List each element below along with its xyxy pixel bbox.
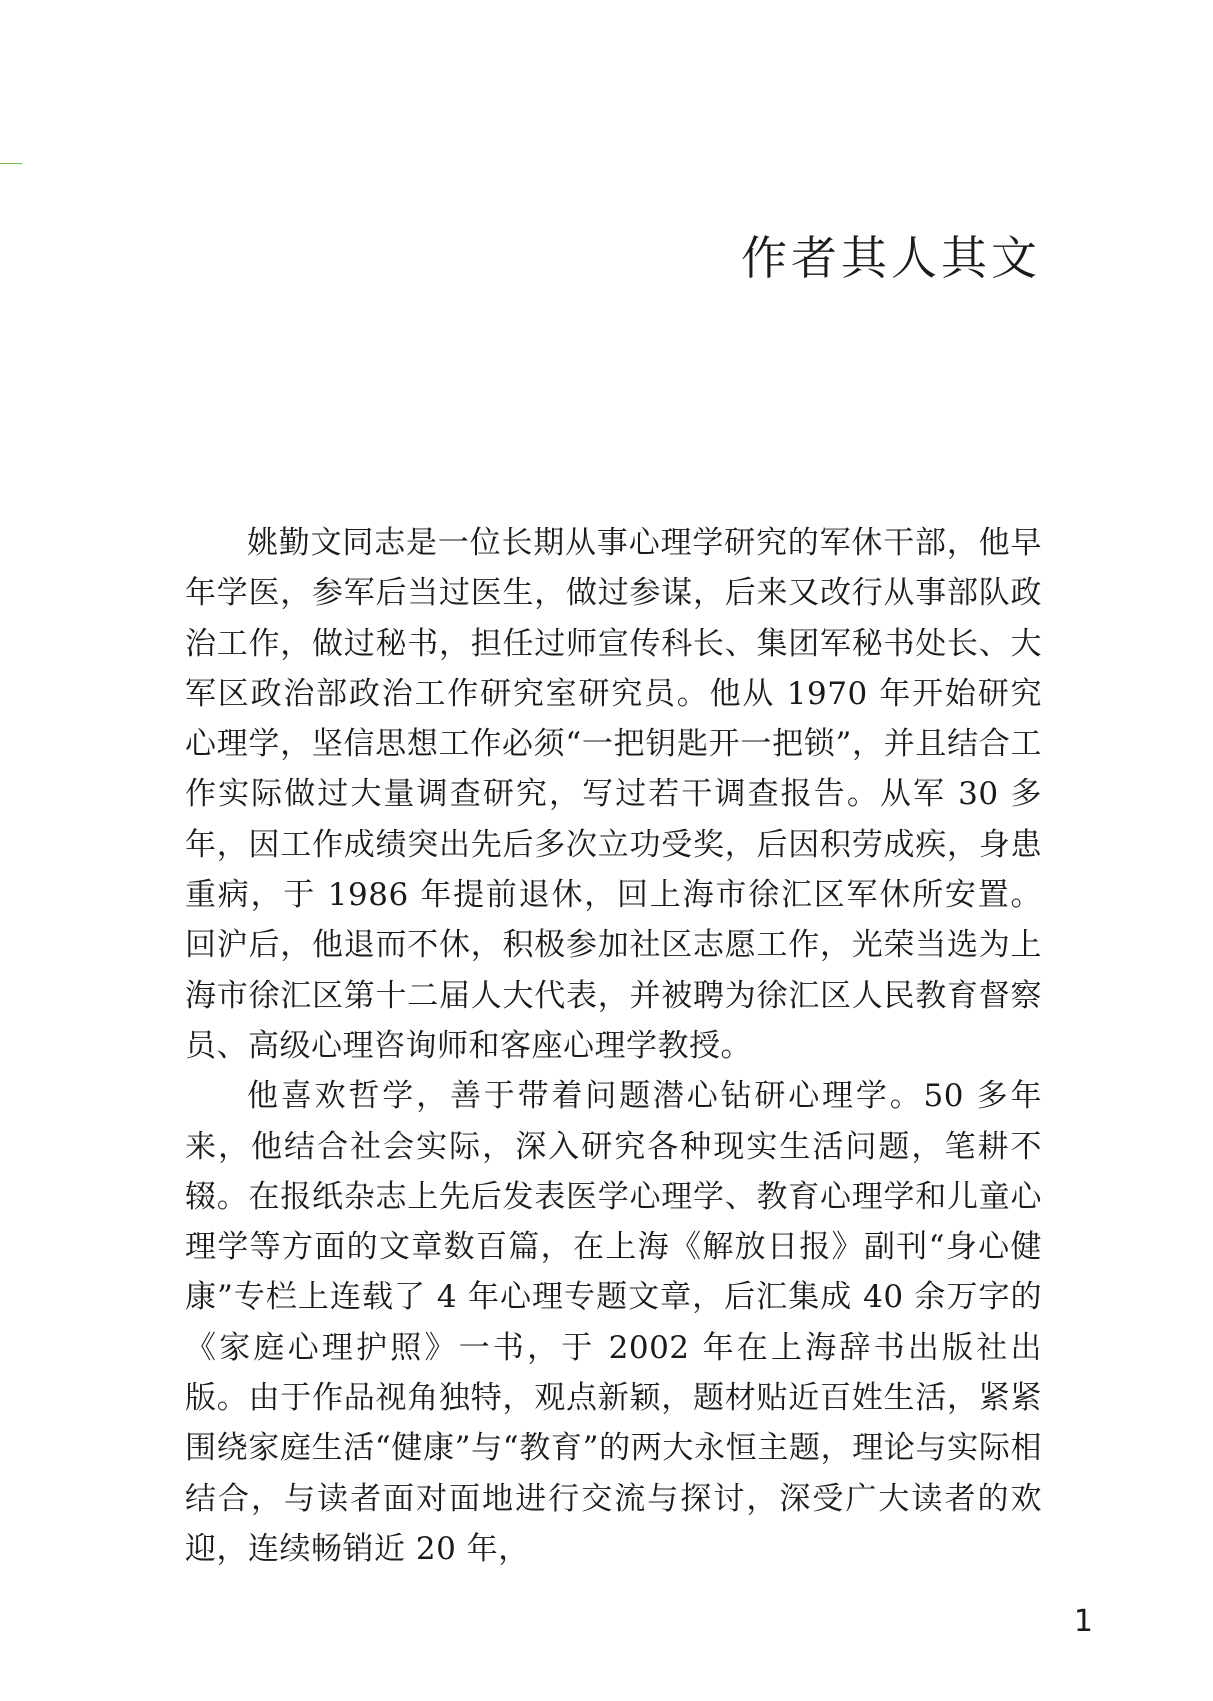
page-number: 1: [1073, 1604, 1093, 1639]
chapter-title: 作者其人其文: [741, 231, 1041, 285]
paragraph-2: 他喜欢哲学，善于带着问题潜心钻研心理学。50 多年来，他结合社会实际，深入研究各种现实生活问题，笔耕不辍。在报纸杂志上先后发表医学心理学、教育心理学和儿童心理学等方面的文章数百篇，在上海《解放日报》副刊“身心健康”专栏上连载了 4 年心理专题文章，后汇集成 40 余万字的《家庭心理护照》一书，于 2002 年在上海辞书出版社出版。由于作品视角独特，观点新颖，题材贴近百姓生活，紧紧围绕家庭生活“健康”与“教育”的两大永恒主题，理论与实际相结合，与读者面对面地进行交流与探讨，深受广大读者的欢迎，连续畅销近 20 年，: [185, 1078, 1042, 1567]
body-text: [185, 518, 1042, 1574]
corner-crop-mark: [0, 163, 22, 164]
paragraph-1: 姚勤文同志是一位长期从事心理学研究的军休干部，他早年学医，参军后当过医生，做过参谋，后来又改行从事部队政治工作，做过秘书，担任过师宣传科长、集团军秘书处长、大军区政治部政治工作研究室研究员。他从 1970 年开始研究心理学，坚信思想工作必须“一把钥匙开一把锁”，并且结合工作实际做过大量调查研究，写过若干调查报告。从军 30 多年，因工作成绩突出先后多次立功受奖，后因积劳成疾，身患重病，于 1986 年提前退休，回上海市徐汇区军休所安置。回沪后，他退而不休，积极参加社区志愿工作，光荣当选为上海市徐汇区第十二届人大代表，并被聘为徐汇区人民教育督察员、高级心理咨询师和客座心理学教授。: [185, 525, 1042, 1064]
page-ornament-icon: [1040, 1573, 1160, 1645]
